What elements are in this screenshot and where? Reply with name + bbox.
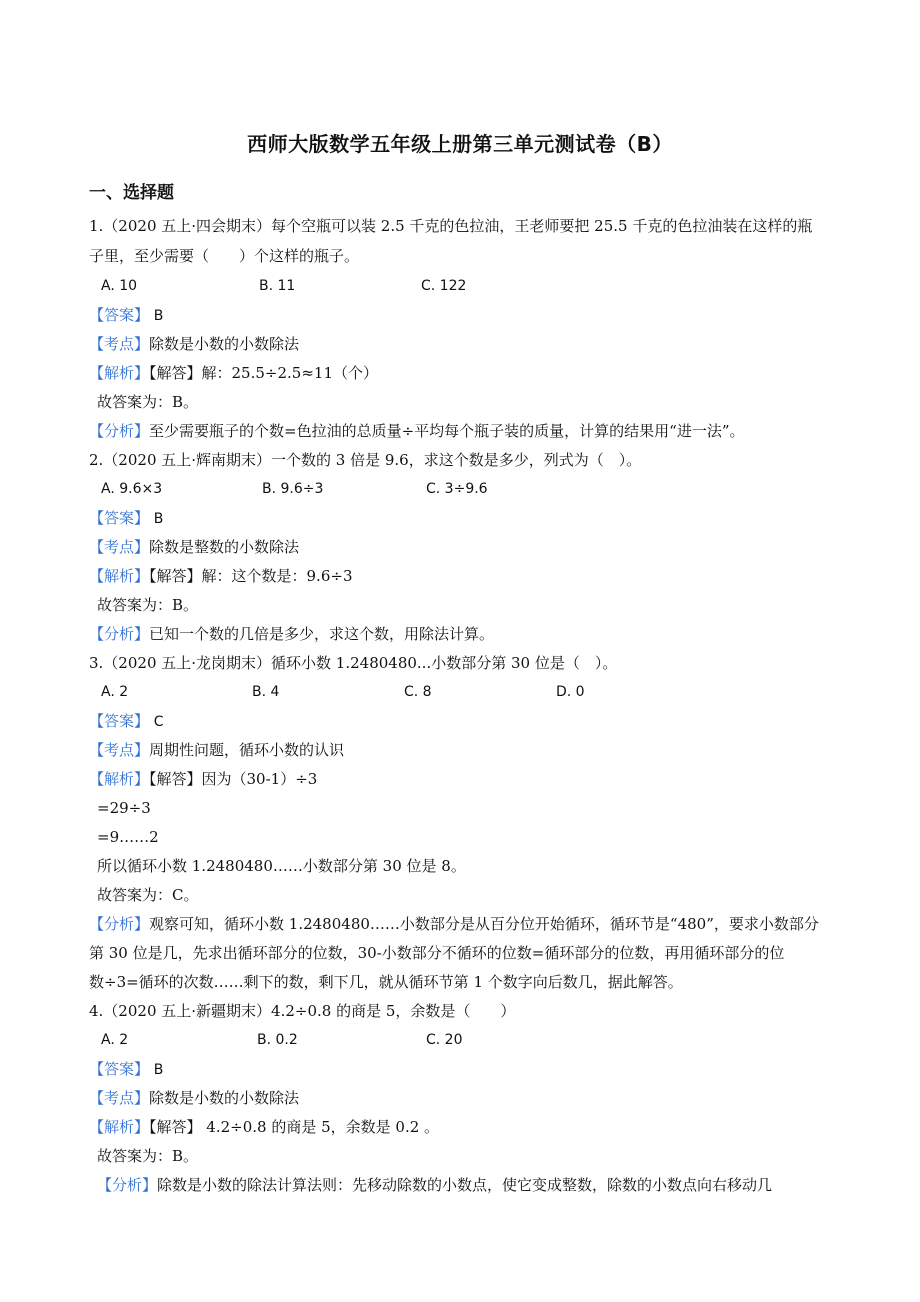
q3-option-a: A. 2	[101, 684, 129, 700]
q1-option-b: B. 11	[259, 278, 296, 294]
point-tag: 【考点】	[89, 335, 150, 353]
q2-option-b: B. 9.6÷3	[262, 481, 324, 497]
q3-point	[89, 740, 344, 760]
q3-point-text: 周期性问题，循环小数的认识	[149, 741, 345, 759]
q2-option-a: A. 9.6×3	[101, 481, 163, 497]
q2-parse	[89, 566, 352, 586]
q3-answer	[89, 711, 164, 732]
parse-tag: 【解析】	[89, 1118, 150, 1136]
q4-analysis-text: 除数是小数的除法计算法则：先移动除数的小数点，使它变成整数，除数的小数点向右移动几	[157, 1176, 773, 1194]
q3-option-b: B. 4	[252, 684, 280, 700]
parse-tag: 【解析】	[89, 567, 150, 585]
q4-analysis	[97, 1175, 772, 1195]
q1-stem-line-1: 1.（2020 五上·四会期末）每个空瓶可以装 2.5 千克的色拉油，王老师要把 25.5 千克的色拉油装在这样的瓶	[89, 217, 813, 235]
answer-tag: 【答案】	[89, 1060, 150, 1078]
analysis-tag: 【分析】	[89, 915, 150, 933]
parse-tag: 【解析】	[89, 364, 150, 382]
q3-option-c: C. 8	[404, 684, 432, 700]
q4-point-text: 除数是小数的小数除法	[149, 1089, 300, 1107]
q1-analysis-text: 至少需要瓶子的个数=色拉油的总质量÷平均每个瓶子装的质量，计算的结果用“进一法”。	[149, 422, 745, 440]
q3-stem: 3.（2020 五上·龙岗期末）循环小数 1.2480480...小数部分第 30 位是（ ）。	[89, 654, 618, 672]
q3-option-d: D. 0	[556, 684, 585, 700]
analysis-tag: 【分析】	[89, 422, 150, 440]
q3-step-1: =29÷3	[97, 799, 151, 817]
q3-analysis-line-2: 第 30 位是几，先求出循环部分的位数，30-小数部分不循环的位数=循环部分的位数，再用循环部分的位	[89, 944, 785, 962]
answer-tag: 【答案】	[89, 306, 150, 324]
q4-conclusion: 故答案为：B。	[97, 1147, 199, 1165]
q1-stem-line-2: 子里，至少需要（ ）个这样的瓶子。	[89, 247, 360, 265]
q1-parse-text: 【解答】解：25.5÷2.5≈11（个）	[149, 364, 378, 382]
section-heading: 一、选择题	[89, 183, 174, 203]
q2-option-c: C. 3÷9.6	[426, 481, 488, 497]
q1-point	[89, 334, 299, 354]
point-tag: 【考点】	[89, 741, 150, 759]
q4-option-b: B. 0.2	[257, 1032, 298, 1048]
parse-tag: 【解析】	[89, 770, 150, 788]
q4-answer-value: B	[153, 1062, 164, 1078]
q1-option-a: A. 10	[101, 278, 138, 294]
q1-parse	[89, 363, 378, 383]
q3-parse	[89, 769, 317, 789]
q3-answer-value: C	[153, 714, 164, 730]
q4-answer	[89, 1059, 163, 1080]
q3-analysis-line-3: 数÷3=循环的次数……剩下的数，剩下几，就从循环节第 1 个数字向后数几，据此解答。	[89, 973, 683, 991]
q2-analysis	[89, 624, 494, 644]
q1-analysis	[89, 421, 745, 441]
q1-answer	[89, 305, 163, 326]
q1-option-c: C. 122	[421, 278, 467, 294]
q4-option-a: A. 2	[101, 1032, 129, 1048]
q3-conclusion: 故答案为：C。	[97, 886, 199, 904]
q3-analysis-line-1	[89, 914, 819, 934]
q1-answer-value: B	[153, 308, 164, 324]
q3-analysis-text-1: 观察可知，循环小数 1.2480480……小数部分是从百分位开始循环，循环节是“480”，要求小数部分	[149, 915, 819, 933]
q1-conclusion: 故答案为：B。	[97, 393, 199, 411]
q4-option-c: C. 20	[426, 1032, 463, 1048]
q2-parse-text: 【解答】解：这个数是：9.6÷3	[149, 567, 353, 585]
point-tag: 【考点】	[89, 538, 150, 556]
q2-point	[89, 537, 299, 557]
q2-answer	[89, 508, 163, 529]
answer-tag: 【答案】	[89, 712, 150, 730]
analysis-tag: 【分析】	[97, 1176, 158, 1194]
q2-stem: 2.（2020 五上·辉南期末）一个数的 3 倍是 9.6，求这个数是多少，列式为（ ）。	[89, 451, 642, 469]
q4-point	[89, 1088, 299, 1108]
q2-conclusion: 故答案为：B。	[97, 596, 199, 614]
analysis-tag: 【分析】	[89, 625, 150, 643]
q4-stem: 4.（2020 五上·新疆期末）4.2÷0.8 的商是 5，余数是（ ）	[89, 1002, 516, 1020]
q4-parse	[89, 1117, 439, 1137]
page-title: 西师大版数学五年级上册第三单元测试卷（B）	[247, 132, 673, 156]
q3-step-3: 所以循环小数 1.2480480……小数部分第 30 位是 8。	[97, 857, 466, 875]
q2-analysis-text: 已知一个数的几倍是多少，求这个数，用除法计算。	[149, 625, 495, 643]
q1-point-text: 除数是小数的小数除法	[149, 335, 300, 353]
q2-answer-value: B	[153, 511, 164, 527]
q3-step-2: =9……2	[97, 828, 159, 846]
q4-parse-text: 【解答】 4.2÷0.8 的商是 5，余数是 0.2 。	[149, 1118, 440, 1136]
answer-tag: 【答案】	[89, 509, 150, 527]
point-tag: 【考点】	[89, 1089, 150, 1107]
q3-parse-text: 【解答】因为（30-1）÷3	[149, 770, 318, 788]
q2-point-text: 除数是整数的小数除法	[149, 538, 300, 556]
